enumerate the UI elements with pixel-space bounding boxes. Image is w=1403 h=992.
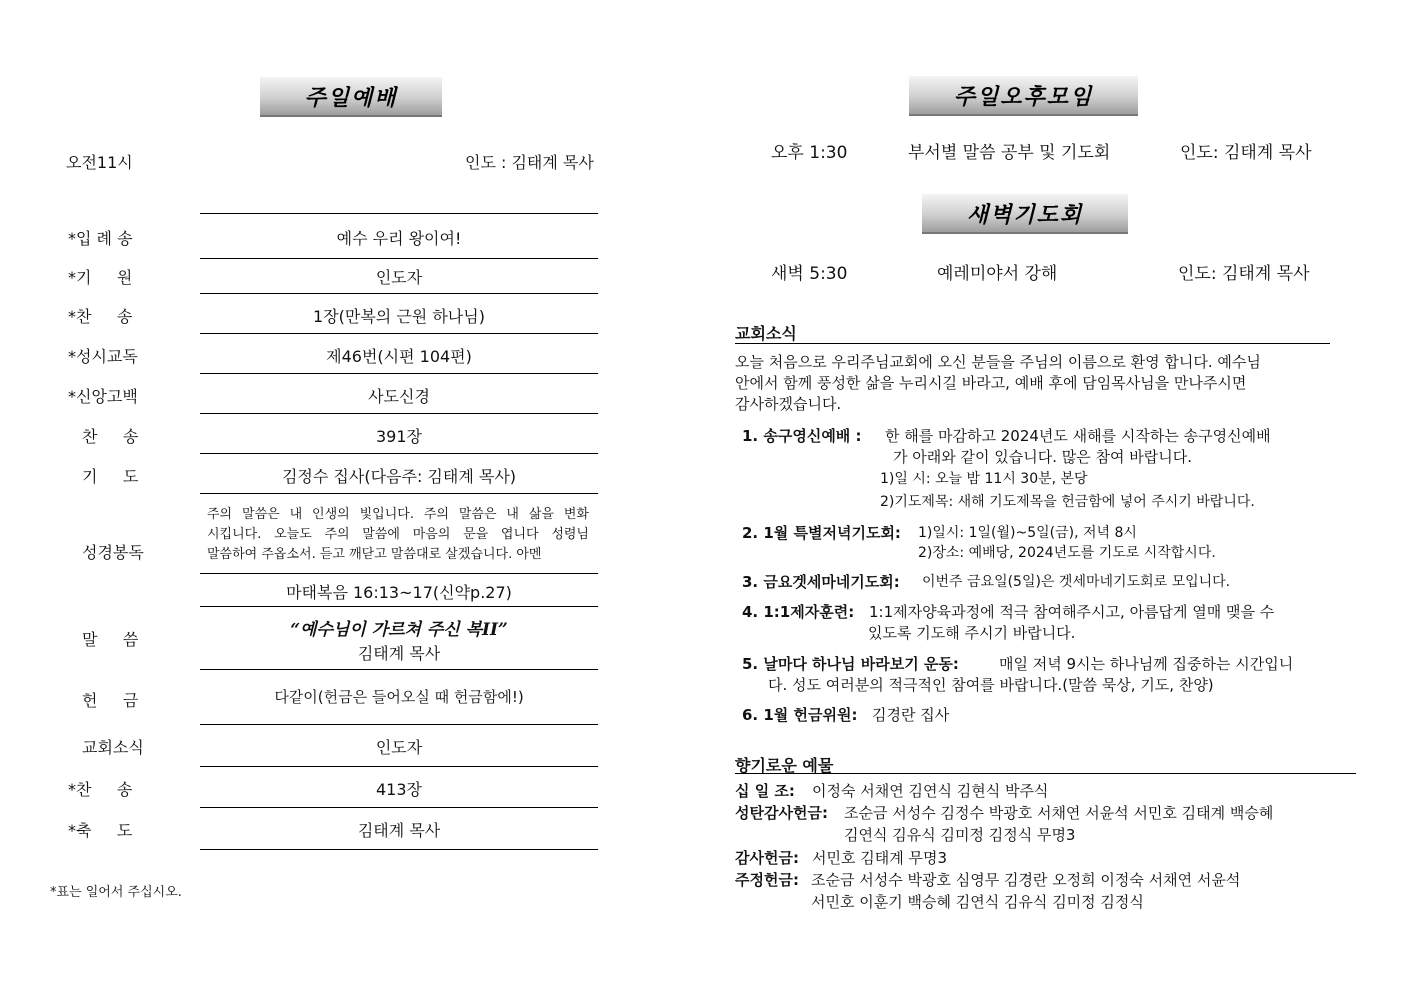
news-item-head: 3. 금요겟세마네기도회: (742, 573, 900, 591)
row-label: 말 씀 (82, 630, 139, 649)
news-item-head: 2. 1월 특별저녁기도회: (742, 524, 901, 542)
row-label: *신앙고백 (68, 387, 138, 406)
offering-names: 김연식 김유식 김미정 김정식 무명3 (844, 826, 1076, 844)
news-item-head: 6. 1월 헌금위원: (742, 706, 858, 724)
divider (200, 724, 598, 725)
news-item-head: 4. 1:1제자훈련: (742, 603, 855, 621)
afternoon-leader: 인도: 김태계 목사 (1180, 143, 1312, 163)
page-title: 주일예배 (260, 77, 442, 117)
news-item-text: 가 아래와 같이 있습니다. 많은 참여 바랍니다. (893, 448, 1192, 466)
divider (200, 766, 598, 767)
row-label: *찬 송 (68, 780, 133, 799)
offerings-title: 향기로운 예물 (735, 756, 834, 775)
divider (200, 333, 598, 334)
divider (200, 293, 598, 294)
row-value: 391장 (376, 427, 422, 446)
row-label: 헌 금 (82, 691, 139, 710)
news-intro (735, 352, 1328, 415)
news-item-text: 이번주 금요일(5일)은 겟세마네기도회로 모입니다. (922, 574, 1231, 590)
offering-names: 서민호 이훈기 백승혜 김연식 김유식 김미정 김정식 (811, 893, 1144, 911)
offering-names: 조순금 서성수 김정수 박광호 서채연 서윤석 서민호 김태계 백승혜 (844, 804, 1274, 822)
offering-names: 서민호 김태계 무명3 (812, 849, 948, 867)
sermon-preacher: 김태계 목사 (357, 644, 441, 663)
row-value: 인도자 (375, 268, 423, 287)
dawn-title: 새벽기도회 (922, 194, 1128, 234)
news-item-text: 2)장소: 예배당, 2024년도를 기도로 시작합시다. (918, 545, 1216, 561)
service-leader: 인도 : 김태계 목사 (465, 153, 594, 172)
divider (200, 213, 598, 214)
divider (735, 773, 1356, 774)
divider (200, 373, 598, 374)
divider (200, 606, 598, 607)
news-item-head: 5. 날마다 하나님 바라보기 운동: (742, 655, 959, 673)
news-item-text: 있도록 기도해 주시기 바랍니다. (868, 624, 1076, 642)
prayer-line: 말씀하여 주옵소서. 듣고 깨닫고 말씀대로 살겠습니다. 아멘 (207, 547, 542, 562)
afternoon-title: 주일오후모임 (909, 76, 1138, 116)
row-value: 김태계 목사 (357, 821, 441, 840)
row-label: *입 례 송 (68, 229, 133, 248)
row-label: *축 도 (68, 821, 133, 840)
news-title: 교회소식 (735, 324, 797, 343)
afternoon-time: 오후 1:30 (771, 143, 848, 163)
intro-line: 안에서 함께 풍성한 삶을 누리시길 바라고, 예배 후에 담임목사님을 만나주시면 (735, 374, 1247, 392)
dawn-leader: 인도: 김태계 목사 (1178, 264, 1310, 284)
row-value: 413장 (376, 780, 422, 799)
prayer-line: 시킵니다. 오늘도 주의 말씀에 마음의 문을 엽니다 성령님 (207, 527, 589, 542)
news-item-text: 1)일시: 1일(월)~5일(금), 저녁 8시 (918, 525, 1137, 541)
scripture-reference: 마태복음 16:13~17(신약p.27) (286, 583, 512, 602)
row-value: 제46번(시편 104편) (326, 347, 472, 366)
divider (735, 343, 1330, 344)
row-label: *성시교독 (68, 347, 138, 366)
dawn-desc: 예레미야서 강해 (937, 264, 1058, 284)
row-label: 찬 송 (82, 427, 139, 446)
row-value: 예수 우리 왕이여! (336, 229, 462, 248)
divider (200, 258, 598, 259)
row-label: *기 원 (68, 268, 133, 287)
row-label: 성경봉독 (82, 543, 144, 562)
row-value: 김정수 집사(다음주: 김태계 목사) (281, 467, 517, 486)
row-value: 사도신경 (368, 387, 430, 406)
row-label: 교회소식 (82, 738, 144, 757)
row-value: 다같이(헌금은 들어오실 때 헌금함에!) (274, 688, 524, 706)
offering-names: 조순금 서성수 박광호 심영무 김경란 오정희 이정숙 서채연 서윤석 (811, 871, 1241, 889)
divider (200, 669, 598, 670)
news-item-text: 2)기도제목: 새해 기도제목을 헌금함에 넣어 주시기 바랍니다. (880, 494, 1255, 510)
offering-label: 주정헌금: (735, 871, 799, 889)
news-item-head: 1. 송구영신예배 : (742, 427, 862, 445)
row-label: 기 도 (82, 467, 139, 486)
footnote: *표는 일어서 주십시오. (50, 885, 182, 900)
news-item-text: 다. 성도 여러분의 적극적인 참여를 바랍니다.(말씀 묵상, 기도, 찬양) (768, 676, 1214, 694)
scripture-prayer (207, 505, 589, 565)
offering-label: 성탄감사헌금: (735, 804, 828, 822)
news-item-text: 매일 저녁 9시는 하나님께 집중하는 시간입니 (999, 655, 1294, 673)
row-value: 1장(만복의 근원 하나님) (313, 307, 485, 326)
divider (200, 573, 598, 574)
intro-line: 감사하겠습니다. (735, 395, 842, 413)
divider (200, 453, 598, 454)
news-item-text: 김경란 집사 (872, 706, 950, 724)
news-item-text: 1:1제자양육과정에 적극 참여해주시고, 아름답게 열매 맺을 수 (869, 603, 1275, 621)
service-time: 오전11시 (66, 153, 133, 172)
row-value: 인도자 (375, 738, 423, 757)
divider (200, 807, 598, 808)
news-item-text: 한 해를 마감하고 2024년도 새해를 시작하는 송구영신예배 (885, 427, 1271, 445)
prayer-line: 주의 말씀은 내 인생의 빛입니다. 주의 말씀은 내 삶을 변화 (207, 507, 589, 522)
row-label: *찬 송 (68, 307, 133, 326)
divider (200, 849, 598, 850)
divider (200, 413, 598, 414)
dawn-time: 새벽 5:30 (771, 264, 848, 284)
offering-names: 이정숙 서채연 김연식 김현식 박주식 (812, 782, 1049, 800)
sermon-title: “예수님이 가르쳐 주신 복II” (290, 620, 508, 640)
afternoon-desc: 부서별 말씀 공부 및 기도회 (908, 143, 1111, 163)
news-item-text: 1)일 시: 오늘 밤 11시 30분, 본당 (880, 471, 1088, 487)
offering-label: 십 일 조: (735, 782, 795, 800)
offering-label: 감사헌금: (735, 849, 799, 867)
intro-line: 오늘 처음으로 우리주님교회에 오신 분들을 주님의 이름으로 환영 합니다. 예수님 (735, 353, 1261, 371)
divider (200, 493, 598, 494)
